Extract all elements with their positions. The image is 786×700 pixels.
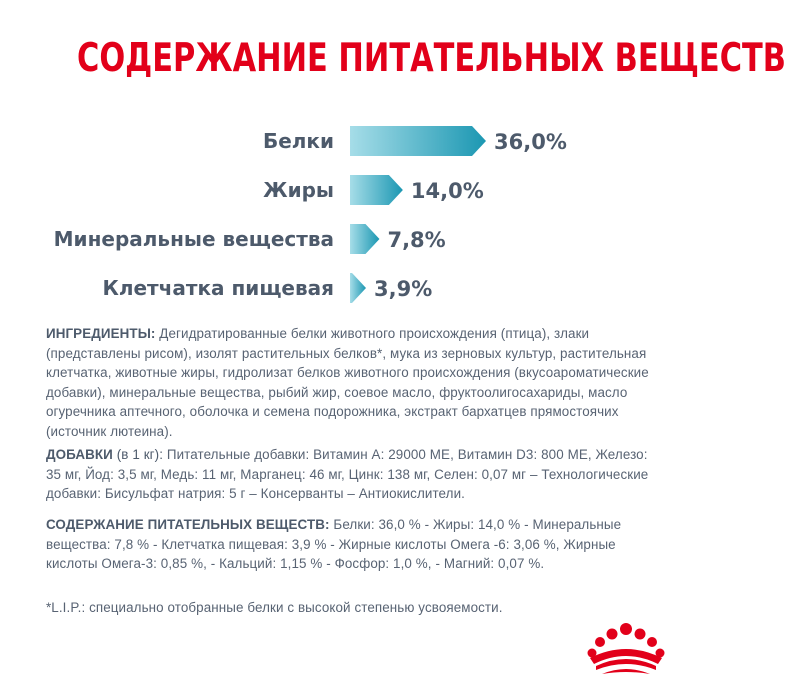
nutrients-block: [46, 515, 666, 574]
royal-canin-crown-icon: [586, 620, 666, 682]
bar-row: [102, 273, 432, 303]
bar-value-label: 7,8%: [387, 228, 446, 252]
bar: [350, 126, 486, 156]
bar: [350, 273, 366, 303]
bar-value-label: 36,0%: [494, 130, 567, 154]
ingredients-text: Дегидратированные белки животного происхождения (птица), злаки (представлены рисом), изолят растительных белков*, мука из зерновых культур, растительная клетчатка, животные жиры, гидролизат белков животного происхождения (вкусоароматические добавки), минеральные вещества, рыбий жир, соевое масло, фруктоолигосахариды, масло огуречника аптечного, оболочка и семена подорожника, экстракт бархатцев прямостоячих (источник лютеина).: [46, 326, 649, 439]
bar-category-label: Клетчатка пищевая: [102, 276, 334, 300]
ingredients-heading: ИНГРЕДИЕНТЫ:: [46, 326, 156, 341]
ingredients-block: [46, 324, 666, 442]
footnote: [46, 598, 666, 618]
nutrients-heading: СОДЕРЖАНИЕ ПИТАТЕЛЬНЫХ ВЕЩЕСТВ:: [46, 517, 330, 532]
bar: [350, 175, 403, 205]
additives-text: Питательные добавки: Витамин А: 29000 МЕ, Витамин D3: 800 МЕ, Железо: 35 мг, Йод: 3,5 мг, Медь: 11 мг, Марганец: 46 мг, Цинк: 138 мг, Селен: 0,07 мг – Технологические добавки: Бисульфат натрия: 5 г – Консерванты – Антиокислители.: [46, 447, 649, 502]
additives-heading: ДОБАВКИ: [46, 447, 113, 462]
nutrients-text: Белки: 36,0 % - Жиры: 14,0 % - Минеральные вещества: 7,8 % - Клетчатка пищевая: 3,9 % - Жирные кислоты Омега -6: 3,06 %, Жирные кислоты Омега-3: 0,85 %, - Кальций: 1,15 % - Фосфор: 1,0 %, - Магний: 0,07 %.: [46, 517, 622, 572]
additives-block: [46, 445, 666, 504]
page-title: СОДЕРЖАНИЕ ПИТАТЕЛЬНЫХ ВЕЩЕСТВ: [77, 36, 786, 81]
bar-category-label: Минеральные вещества: [53, 227, 334, 251]
bar-row: [54, 224, 446, 254]
bar-row: [263, 175, 484, 205]
bar-value-label: 3,9%: [374, 277, 433, 301]
additives-heading-suffix: (в 1 кг):: [112, 447, 164, 462]
bar-value-label: 14,0%: [410, 179, 484, 203]
bar-row: [263, 126, 567, 156]
nutrient-bar-chart: [0, 110, 700, 310]
bar-category-label: Жиры: [263, 178, 334, 202]
footnote-text: *L.I.P.: специально отобранные белки с высокой степенью усвояемости.: [46, 600, 503, 615]
bar-category-label: Белки: [262, 129, 334, 153]
bar: [350, 224, 379, 254]
